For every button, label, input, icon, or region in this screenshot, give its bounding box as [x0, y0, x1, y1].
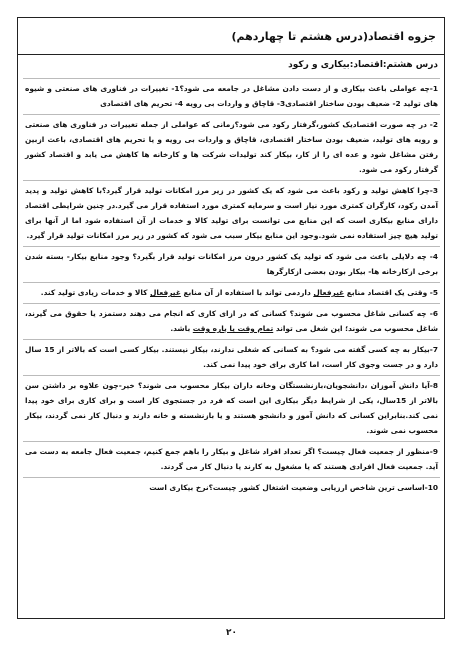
lesson-title: درس هشتم:اقتصاد:بیکاری و رکود	[288, 60, 438, 70]
text-segment: باشد.	[170, 324, 193, 333]
question-answer-4	[23, 246, 440, 282]
document-frame	[17, 17, 445, 619]
question-answer-text: 7-بیکار به چه کسی گفته می شود؟ به کسانی که شغلی ندارند، بیکار نیستند. بیکار کسی است که بالاتر از 15 سال دارد و در جست وجوی کار است، اما کاری برای خود پیدا نمی کند.	[25, 345, 438, 369]
question-answer-text	[25, 285, 438, 300]
question-answer-10	[23, 477, 440, 498]
question-answer-8	[23, 375, 440, 441]
text-segment: 6- چه کسانی شاغل محسوب می شوند؟ کسانی که در ازای کاری که انجام می دهند دستمزد یا حقوق می گیرند، شاغل محسوب می شوند؛ این شغل می تواند	[25, 309, 438, 333]
underlined-term: غیرفعال	[313, 288, 345, 297]
document-content	[18, 55, 444, 498]
question-answer-3	[23, 180, 440, 246]
question-answer-text: 4- چه دلایلی باعث می شود که تولید یک کشور درون مرز امکانات تولید قرار بگیرد؟ وجود منابع بیکار- بسته شدن برخی ازکارخانه ها- بیکار بودن بعضی ازکارگرها	[25, 252, 438, 276]
question-answer-2	[23, 114, 440, 180]
question-answer-6	[23, 303, 440, 339]
document-title: جزوه اقتصاد(درس هشتم تا چهاردهم)	[231, 29, 436, 43]
question-answer-text: 1-چه عواملی باعث بیکاری و از دست دادن مشاغل در جامعه می شود؟1- تغییرات در فناوری های صنعتی و شیوه های تولید 2- ضعیف بودن ساختار اقتصادی3- قاچاق و واردات بی رویه 4- تحریم های اقتصادی	[25, 84, 438, 108]
underlined-term: غیرفعال	[150, 288, 181, 297]
question-answer-1	[23, 78, 440, 114]
question-answer-text: 9-منظور از جمعیت فعال چیست؟ اگر تعداد افراد شاغل و بیکار را باهم جمع کنیم، جمعیت فعال جامعه به دست می آید. جمعیت فعال افرادی هستند که یا مشغول به کارند یا دنبال کار می گردند.	[25, 447, 438, 471]
underlined-term: تمام وقت یا پاره وقت	[192, 324, 274, 333]
question-answer-text: 2- در چه صورت اقتصادیک کشور،گرفتار رکود می شود؟زمانی که عواملی از جمله تغییرات در فناوری های صنعتی و رویه های تولید، ضعیف بودن ساختار اقتصادی، قاچاق و واردات بی رویه و یا تحریم های اقتصادی، باعث ازبین رفتن مشاغل شود و عده ای را از کار، بیکار کند تولیدات شرکت ها و کارخانه ها کاهش می یابد و اقتصاد کشور گرفتار رکود می شود.	[25, 120, 438, 174]
question-answer-text: 8-آیا دانش آموزان ،دانشجویان،بازنشستگان وخانه داران بیکار محسوب می شوند؟ خیر-چون علاوه بر داشتن سن بالاتر از 15سال، یکی از شرایط دیگر بیکاری این است که فرد در جستجوی کار است و برای کاری برای خود پیدا نمی کند.بنابراین کسانی که دانش آموز و دانشجو هستند و یا بازنشسته و خانه دارند و دنبال کار نمی گردند، بیکار محسوب نمی شوند.	[25, 381, 438, 435]
page-number: ۲۰	[226, 628, 237, 638]
question-answer-7	[23, 339, 440, 375]
text-segment: داردمی تواند با استفاده از آن منابع	[180, 288, 314, 297]
question-answer-5	[23, 282, 440, 303]
question-answer-text: 10-اساسی ترین شاخص ارزیابی وضعیت اشتغال کشور چیست؟نرخ بیکاری است	[149, 483, 438, 492]
question-answer-text	[25, 306, 438, 336]
text-segment: 5- وقتی یک اقتصاد منابع	[344, 288, 438, 297]
question-answer-text: 3-چرا کاهش تولید و رکود باعث می شود که یک کشور در زیر مرز امکانات تولید قرار گیرد؟با کاهش تولید و پدید آمدن رکود، کارگران کمتری مورد نیاز است و سرمایه کمتری مورد استفاده قرار می گیرد.در چنین شرایطی اقتصاد دارای منابع بیکاری است که این منابع می توانست برای تولید کالا و خدمات از آن استفاده شود اما از آنها برای تولید هیچ چیز استفاده نمی شود.وجود این منابع بیکار سبب می شود که کشور در زیر مرز امکانات تولید قرار گیرد.	[25, 186, 438, 240]
title-row	[18, 18, 444, 55]
question-answer-9	[23, 441, 440, 477]
text-segment: کالا و خدمات زیادی تولید کند.	[40, 288, 151, 297]
